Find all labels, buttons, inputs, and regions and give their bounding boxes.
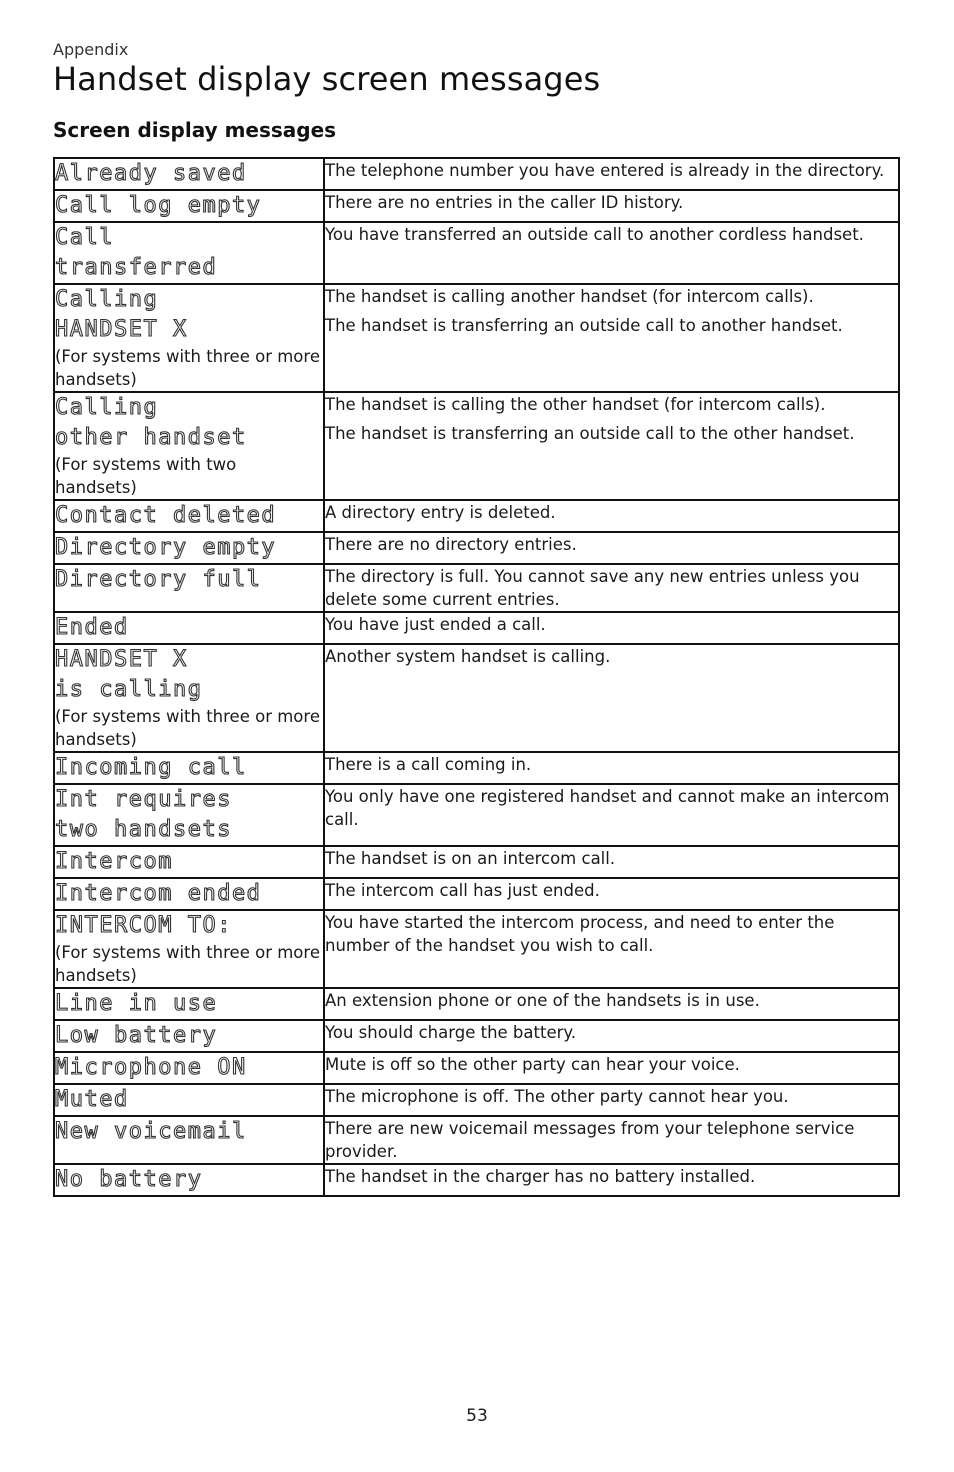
description-text: The telephone number you have entered is already in the directory. <box>325 161 885 180</box>
screen-message-cell <box>54 222 324 284</box>
description-text: The directory is full. You cannot save any new entries unless you delete some current entries. <box>325 567 860 609</box>
lcd-message-text: HANDSET X <box>55 317 188 342</box>
lcd-message-text: Incoming call <box>55 755 247 780</box>
table-heading: Screen display messages <box>53 118 337 142</box>
lcd-message-text: Intercom ended <box>55 881 262 906</box>
lcd-message-text: Int requires <box>55 787 232 812</box>
description-text: There are new voicemail messages from your telephone service provider. <box>325 1119 855 1161</box>
table-row <box>54 1020 899 1052</box>
lcd-message-text: Line in use <box>55 991 218 1016</box>
lcd-message-text: No battery <box>55 1167 203 1192</box>
screen-message-cell <box>54 612 324 644</box>
lcd-message-text: Intercom <box>55 849 173 874</box>
description-text: Mute is off so the other party can hear your voice. <box>325 1055 740 1074</box>
table-row <box>54 878 899 910</box>
description-cell <box>324 1164 899 1196</box>
description-text: There are no entries in the caller ID history. <box>325 193 684 212</box>
description-cell <box>324 988 899 1020</box>
screen-message-cell <box>54 500 324 532</box>
table-row <box>54 284 899 392</box>
screen-message-cell <box>54 846 324 878</box>
system-note: (For systems with three or more handsets) <box>55 347 320 389</box>
description-cell <box>324 878 899 910</box>
description-text: The handset is transferring an outside call to another handset. <box>325 316 843 335</box>
lcd-message-text: Already saved <box>55 161 247 186</box>
table-row <box>54 910 899 988</box>
screen-message-cell <box>54 988 324 1020</box>
section-label: Appendix <box>53 40 129 59</box>
lcd-message-text: other handset <box>55 425 247 450</box>
messages-table-body <box>54 158 899 1196</box>
description-text: The intercom call has just ended. <box>325 881 600 900</box>
description-text: The handset is calling the other handset (for intercom calls). <box>325 395 826 414</box>
description-cell <box>324 564 899 612</box>
description-text: You only have one registered handset and cannot make an intercom call. <box>325 787 890 829</box>
description-text: You have just ended a call. <box>325 615 546 634</box>
description-text: The handset in the charger has no battery installed. <box>325 1167 756 1186</box>
table-row <box>54 1116 899 1164</box>
screen-message-cell <box>54 1020 324 1052</box>
screen-message-cell <box>54 644 324 752</box>
table-row <box>54 1164 899 1196</box>
description-cell <box>324 532 899 564</box>
lcd-message-text: two handsets <box>55 817 232 842</box>
table-row <box>54 564 899 612</box>
description-text: An extension phone or one of the handsets is in use. <box>325 991 760 1010</box>
description-cell <box>324 222 899 284</box>
table-row <box>54 988 899 1020</box>
table-row <box>54 784 899 846</box>
description-text: Another system handset is calling. <box>325 647 611 666</box>
screen-message-cell <box>54 564 324 612</box>
table-row <box>54 532 899 564</box>
lcd-message-text: is calling <box>55 677 203 702</box>
screen-message-cell <box>54 1164 324 1196</box>
screen-message-cell <box>54 392 324 500</box>
lcd-message-text: Low battery <box>55 1023 218 1048</box>
table-row <box>54 392 899 500</box>
description-cell <box>324 158 899 190</box>
description-text: The handset is transferring an outside call to the other handset. <box>325 424 855 443</box>
description-cell <box>324 910 899 988</box>
table-row <box>54 500 899 532</box>
lcd-message-text: Directory empty <box>55 535 277 560</box>
lcd-message-text: transferred <box>55 255 218 280</box>
description-cell <box>324 190 899 222</box>
screen-message-cell <box>54 784 324 846</box>
table-row <box>54 1052 899 1084</box>
screen-message-cell <box>54 158 324 190</box>
description-text: The handset is on an intercom call. <box>325 849 616 868</box>
lcd-message-text: Muted <box>55 1087 129 1112</box>
description-cell <box>324 644 899 752</box>
description-text: The microphone is off. The other party cannot hear you. <box>325 1087 789 1106</box>
screen-message-cell <box>54 910 324 988</box>
screen-message-cell <box>54 190 324 222</box>
description-text: The handset is calling another handset (for intercom calls). <box>325 287 814 306</box>
screen-message-cell <box>54 1052 324 1084</box>
description-text: There is a call coming in. <box>325 755 532 774</box>
lcd-message-text: Contact deleted <box>55 503 277 528</box>
description-text: A directory entry is deleted. <box>325 503 556 522</box>
table-row <box>54 190 899 222</box>
table-row <box>54 1084 899 1116</box>
description-text: You should charge the battery. <box>325 1023 577 1042</box>
lcd-message-text: HANDSET X <box>55 647 188 672</box>
lcd-message-text: Ended <box>55 615 129 640</box>
description-cell <box>324 392 899 500</box>
screen-message-cell <box>54 284 324 392</box>
lcd-message-text: Directory full <box>55 567 262 592</box>
table-row <box>54 644 899 752</box>
lcd-message-text: Calling <box>55 287 159 312</box>
messages-table <box>53 157 900 1197</box>
description-cell <box>324 284 899 392</box>
lcd-message-text: Call <box>55 225 114 250</box>
description-cell <box>324 752 899 784</box>
description-cell <box>324 1116 899 1164</box>
system-note: (For systems with three or more handsets) <box>55 943 320 985</box>
screen-message-cell <box>54 752 324 784</box>
lcd-message-text: Call log empty <box>55 193 262 218</box>
description-text: You have started the intercom process, and need to enter the number of the handset you wish to call. <box>325 913 835 955</box>
lcd-message-text: New voicemail <box>55 1119 247 1144</box>
lcd-message-text: Microphone ON <box>55 1055 247 1080</box>
description-cell <box>324 1084 899 1116</box>
table-row <box>54 158 899 190</box>
page-number: 53 <box>466 1406 488 1426</box>
screen-message-cell <box>54 878 324 910</box>
screen-message-cell <box>54 532 324 564</box>
description-cell <box>324 1052 899 1084</box>
table-row <box>54 612 899 644</box>
description-cell <box>324 846 899 878</box>
lcd-message-text: Calling <box>55 395 159 420</box>
description-cell <box>324 784 899 846</box>
description-cell <box>324 612 899 644</box>
description-text: You have transferred an outside call to another cordless handset. <box>325 225 864 244</box>
description-text: There are no directory entries. <box>325 535 577 554</box>
lcd-message-text: INTERCOM TO: <box>55 913 232 938</box>
description-cell <box>324 500 899 532</box>
screen-message-cell <box>54 1084 324 1116</box>
table-row <box>54 752 899 784</box>
table-row <box>54 846 899 878</box>
system-note: (For systems with three or more handsets) <box>55 707 320 749</box>
table-row <box>54 222 899 284</box>
page-title: Handset display screen messages <box>53 60 601 98</box>
screen-message-cell <box>54 1116 324 1164</box>
system-note: (For systems with two handsets) <box>55 455 237 497</box>
description-cell <box>324 1020 899 1052</box>
